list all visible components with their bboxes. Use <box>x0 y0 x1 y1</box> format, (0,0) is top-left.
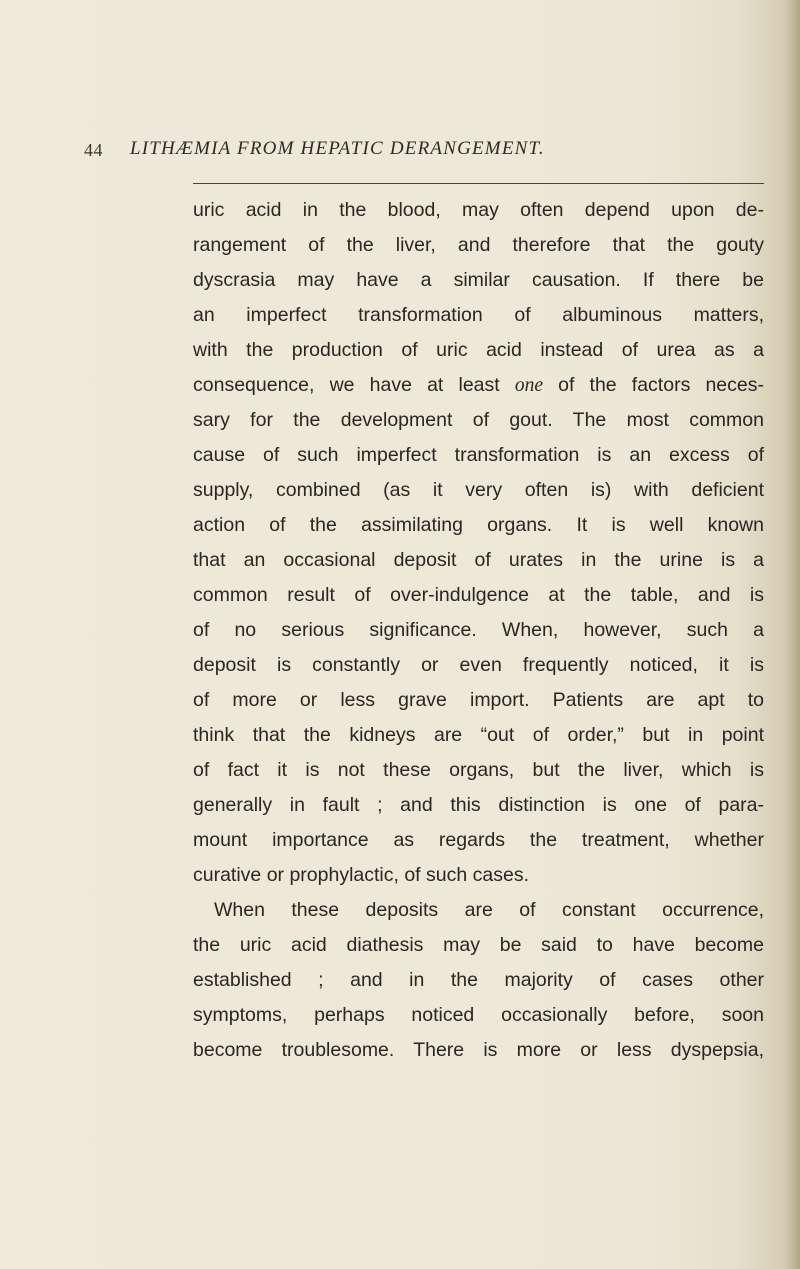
text-line: symptoms, perhaps noticed occasionally before, soon <box>193 1004 764 1026</box>
text-line: of more or less grave import. Patients are apt to <box>193 689 764 711</box>
text-line: rangement of the liver, and therefore that the gouty <box>193 234 764 256</box>
text-line: curative or prophylactic, of such cases. <box>193 864 529 886</box>
running-head: LITHÆMIA FROM HEPATIC DERANGEMENT. <box>130 138 545 159</box>
text-line: become troublesome. There is more or less dyspepsia, <box>193 1039 764 1061</box>
text-line: generally in fault ; and this distinction is one of para- <box>193 794 764 816</box>
text-line: the uric acid diathesis may be said to have become <box>193 934 764 956</box>
text-line: an imperfect transformation of albuminous matters, <box>193 304 764 326</box>
text-line: deposit is constantly or even frequently noticed, it is <box>193 654 764 676</box>
text-line: supply, combined (as it very often is) with deficient <box>193 479 764 501</box>
text-line: cause of such imperfect transformation is an excess of <box>193 444 764 466</box>
text-line: uric acid in the blood, may often depend upon de- <box>193 199 764 221</box>
emphasized-word: one <box>514 375 543 396</box>
text-line: established ; and in the majority of cases other <box>193 969 764 991</box>
text-line: action of the assimilating organs. It is well known <box>193 514 764 536</box>
text-line: of no serious significance. When, however, such a <box>193 619 764 641</box>
text-line: mount importance as regards the treatment, whether <box>193 829 764 851</box>
text-line: that an occasional deposit of urates in the urine is a <box>193 549 764 571</box>
text-line: with the production of uric acid instead of urea as a <box>193 339 764 361</box>
text-line: sary for the development of gout. The most common <box>193 409 764 431</box>
text-line: consequence, we have at least one of the factors neces- <box>193 374 764 396</box>
text-line: dyscrasia may have a similar causation. If there be <box>193 269 764 291</box>
paragraph-first-line: When these deposits are of constant occurrence, <box>214 899 764 921</box>
text-line: common result of over-indulgence at the table, and is <box>193 584 764 606</box>
text-line: of fact it is not these organs, but the liver, which is <box>193 759 764 781</box>
page-number: 44 <box>84 140 103 160</box>
text-line: think that the kidneys are “out of order,” but in point <box>193 724 764 746</box>
